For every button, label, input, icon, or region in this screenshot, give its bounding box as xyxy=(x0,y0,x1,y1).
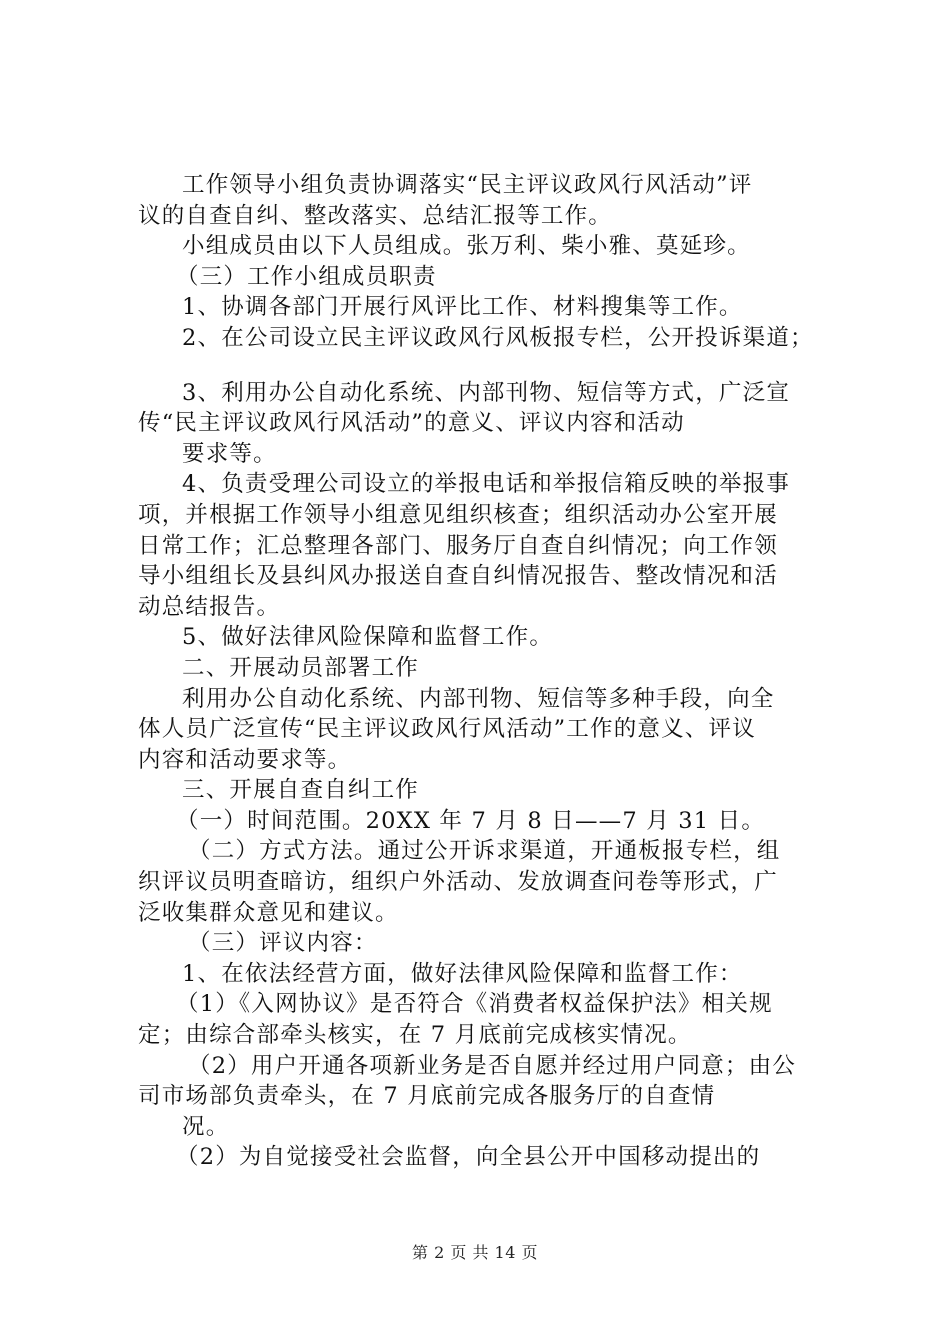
list-item: 3、利用办公自动化系统、内部刊物、短信等方式，广泛宣 xyxy=(182,379,791,406)
list-item: （一）时间范围。20XX 年 7 月 8 日——7 月 31 日。 xyxy=(176,807,766,834)
paragraph-line: 体人员广泛宣传“民主评议政风行风活动”工作的意义、评议 xyxy=(138,716,756,743)
section-heading: （三）工作小组成员职责 xyxy=(176,263,437,290)
paragraph-line: 要求等。 xyxy=(182,440,277,467)
list-item: 2、在公司设立民主评议政风行风板报专栏，公开投诉渠道； xyxy=(182,324,814,351)
section-heading: 三、开展自查自纠工作 xyxy=(182,777,420,804)
list-item: 5、做好法律风险保障和监督工作。 xyxy=(182,624,554,651)
paragraph-line: 司市场部负责牵头，在 7 月底前完成各服务厅的自查情 xyxy=(138,1083,716,1110)
list-item: （1）《入网协议》是否符合《消费者权益保护法》相关规 xyxy=(176,991,773,1018)
list-item: 1、在依法经营方面，做好法律风险保障和监督工作： xyxy=(182,960,743,987)
paragraph-line: 况。 xyxy=(182,1113,230,1140)
list-item: （2）用户开通各项新业务是否自愿并经过用户同意；由公 xyxy=(188,1052,797,1079)
document-body xyxy=(138,170,838,1173)
paragraph-line: 织评议员明查暗访，组织户外活动、发放调查问卷等形式，广 xyxy=(138,869,778,896)
section-heading: 二、开展动员部署工作 xyxy=(182,654,420,681)
paragraph-line: 泛收集群众意见和建议。 xyxy=(138,899,399,926)
list-item: 1、协调各部门开展行风评比工作、材料搜集等工作。 xyxy=(182,294,743,321)
blank-gap xyxy=(138,354,838,378)
page-number-footer: 第 2 页 共 14 页 xyxy=(412,1243,538,1262)
list-item: （2）为自觉接受社会监督，向全县公开中国移动提出的 xyxy=(176,1144,761,1171)
paragraph-line: 导小组组长及县纠风办报送自查自纠情况报告、整改情况和活 xyxy=(138,563,778,590)
list-item: 4、负责受理公司设立的举报电话和举报信箱反映的举报事 xyxy=(182,471,791,498)
list-item: （二）方式方法。通过公开诉求渠道，开通板报专栏，组 xyxy=(188,838,781,865)
paragraph-line: 利用办公自动化系统、内部刊物、短信等多种手段，向全 xyxy=(182,685,775,712)
paragraph-line: 内容和活动要求等。 xyxy=(138,746,352,773)
paragraph-line: 工作领导小组负责协调落实“民主评议政风行风活动”评 xyxy=(182,172,753,198)
paragraph-line: 议的自查自纠、整改落实、总结汇报等工作。 xyxy=(138,202,613,229)
section-heading: （三）评议内容： xyxy=(188,930,378,957)
paragraph-line: 动总结报告。 xyxy=(138,593,281,620)
paragraph-line: 日常工作；汇总整理各部门、服务厅自查自纠情况；向工作领 xyxy=(138,532,778,559)
paragraph-line: 小组成员由以下人员组成。张万利、柴小雅、莫延珍。 xyxy=(182,233,751,260)
paragraph-line: 传“民主评议政风行风活动”的意义、评议内容和活动 xyxy=(138,410,685,437)
paragraph-line: 定；由综合部牵头核实，在 7 月底前完成核实情况。 xyxy=(138,1022,692,1049)
paragraph-line: 项，并根据工作领导小组意见组织核查；组织活动办公室开展 xyxy=(138,501,778,528)
